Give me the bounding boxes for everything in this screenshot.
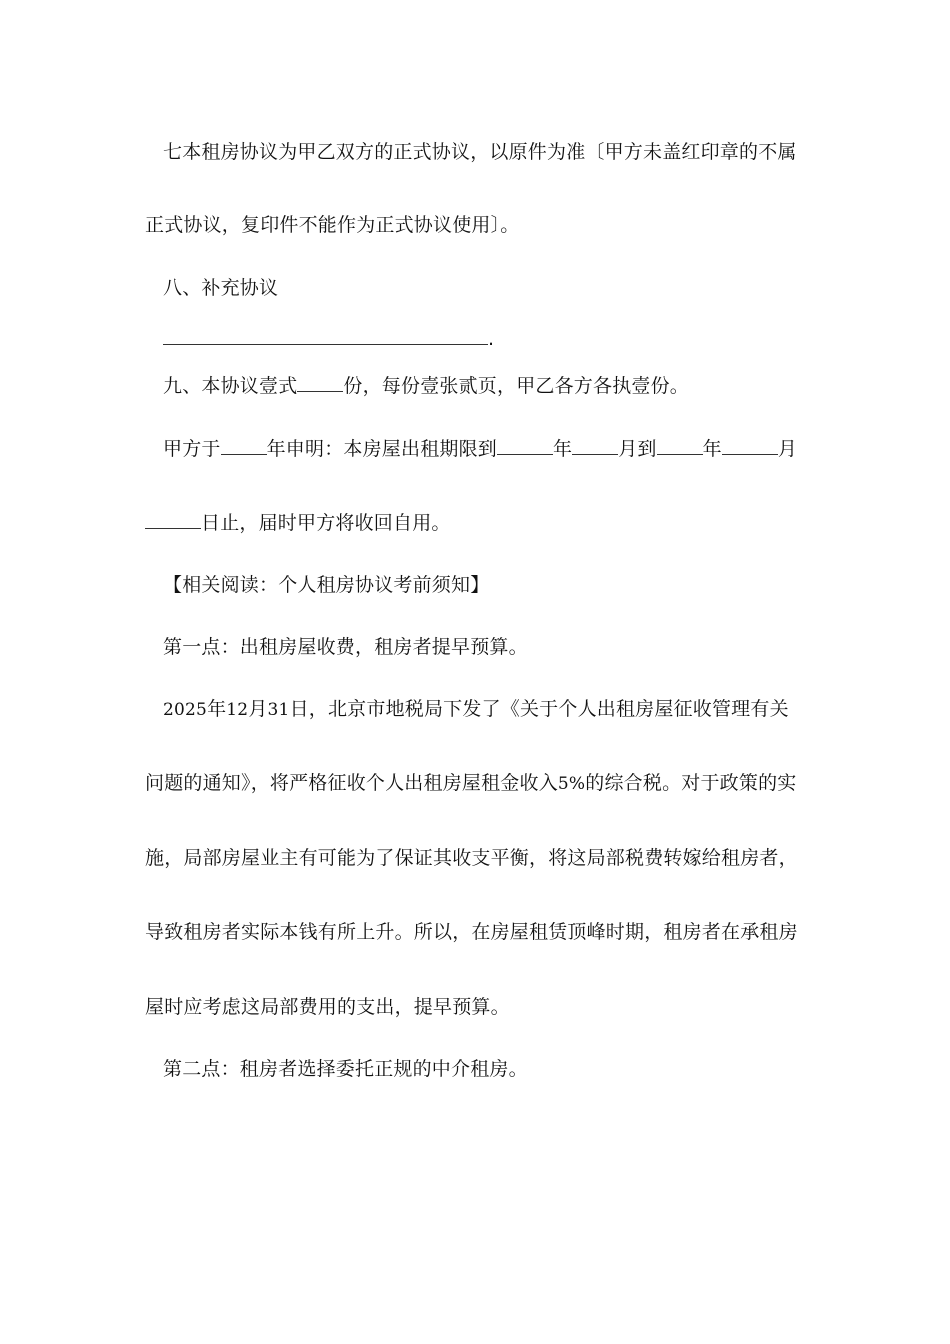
body-line-2: 问题的通知》，将严格征收个人出租房屋租金收入5%的综合税。对于政策的实 [145,772,797,794]
clause-9: 九、本协议壹式 份，每份壹张贰页，甲乙各方各执壹份。 [163,375,690,397]
declaration-line-1: 甲方于 年申明：本房屋出租期限到 年 月到 年 月 [163,438,798,460]
related-reading-heading: 【相关阅读：个人租房协议考前须知】 [163,574,490,596]
body-line-1: 2025年12月31日，北京市地税局下发了《关于个人出租房屋征收管理有关 [163,698,789,720]
end-month-blank[interactable] [572,436,618,455]
body-line-3: 施，局部房屋业主有可能为了保证其收支平衡，将这局部税费转嫁给租房者， [145,847,798,869]
body-line-5: 屋时应考虑这局部费用的支出，提早预算。 [145,996,510,1018]
clause-8-heading: 八、补充协议 [163,277,279,299]
declaration-line-2: 日止，届时甲方将收回自用。 [145,510,451,535]
supplement-blank-line[interactable]: . [163,326,494,351]
to-year-blank[interactable] [657,436,703,455]
end-day-blank[interactable] [145,510,201,529]
clause-7-line-2: 正式协议，复印件不能作为正式协议使用〕。 [145,214,520,236]
end-year-blank[interactable] [497,436,553,455]
point-1-heading: 第一点：出租房屋收费，租房者提早预算。 [163,636,528,658]
to-month-blank[interactable] [722,436,778,455]
copies-blank[interactable] [297,373,343,392]
clause-7-line-1: 七本租房协议为甲乙双方的正式协议，以原件为准〔甲方未盖红印章的不属 [163,141,797,163]
declare-year-blank[interactable] [221,436,267,455]
point-2-heading: 第二点：租房者选择委托正规的中介租房。 [163,1058,528,1080]
body-line-4: 导致租房者实际本钱有所上升。所以，在房屋租赁顶峰时期，租房者在承租房 [145,921,798,943]
